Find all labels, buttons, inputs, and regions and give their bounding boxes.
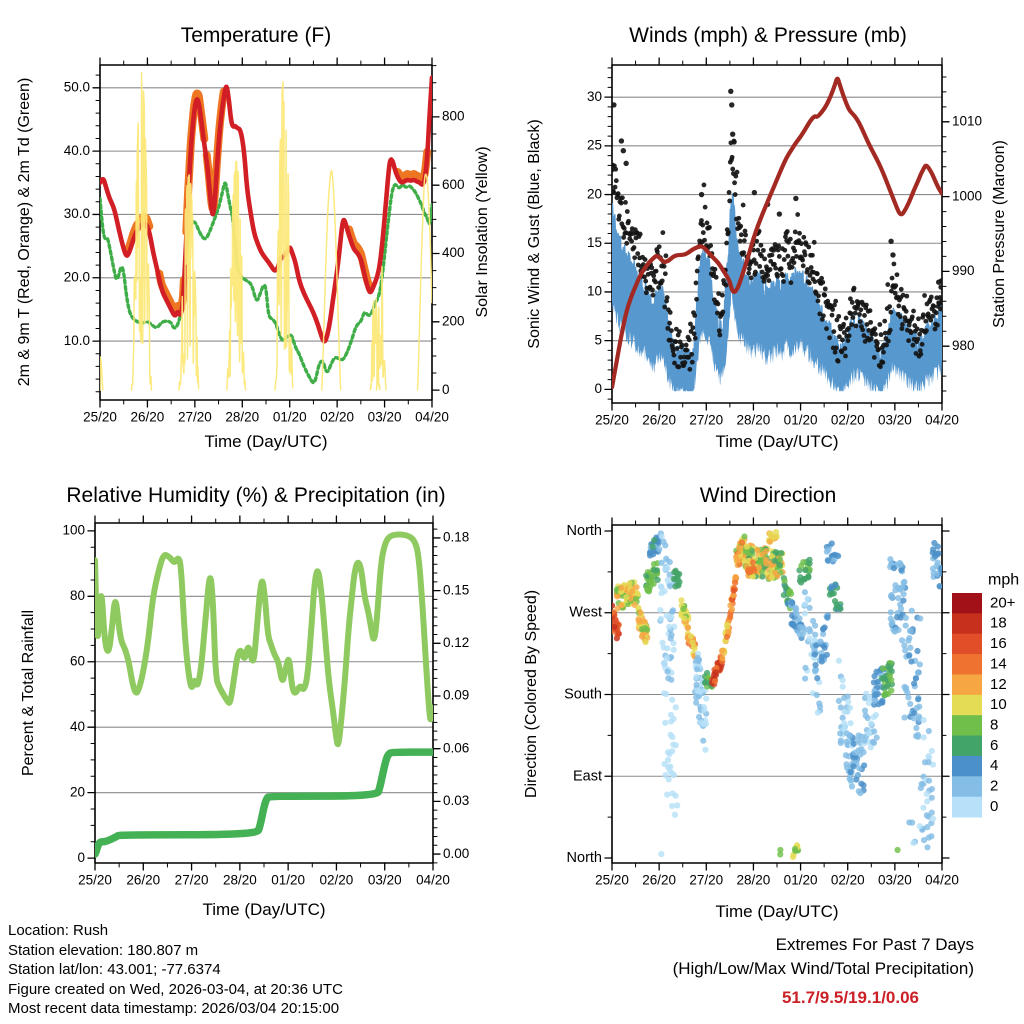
- temperature-left-axis-label: 2m & 9m T (Red, Orange) & 2m Td (Green): [16, 77, 33, 387]
- percent-rainfall-axis-label: Percent & Total Rainfall: [20, 610, 37, 777]
- humidity-x-axis-title: Time (Day/UTC): [202, 900, 326, 919]
- station-location: Location: Rush: [8, 922, 109, 939]
- wind-direction-axis-label: Direction (Colored By Speed): [523, 589, 540, 799]
- temperature-panel-title: Temperature (F): [180, 24, 332, 47]
- extremes-block: [612, 933, 974, 1010]
- winds-pressure-chart-canvas: [512, 0, 1024, 470]
- wind-direction-x-axis-title: Time (Day/UTC): [715, 902, 839, 921]
- extremes-title: Extremes For Past 7 Days: [775, 935, 974, 954]
- station-elevation: Station elevation: 180.807 m: [8, 941, 199, 959]
- station-pressure-axis-label: Station Pressure (Maroon): [991, 140, 1008, 328]
- winds-pressure-panel-title: Winds (mph) & Pressure (mb): [629, 24, 907, 47]
- extremes-values: 51.7/9.5/19.1/0.06: [781, 988, 919, 1007]
- winds-x-axis-title: Time (Day/UTC): [715, 432, 839, 451]
- station-latlon: Station lat/lon: 43.001; -77.6374: [8, 961, 221, 979]
- station-info-block: [8, 921, 343, 1019]
- temperature-chart-canvas: [0, 0, 512, 470]
- wind-direction-chart-canvas: [512, 470, 1024, 970]
- humidity-precip-chart-canvas: [0, 470, 512, 922]
- data-timestamp: Most recent data timestamp: 2026/03/04 20:15:00: [8, 1000, 340, 1018]
- figure-created: Figure created on Wed, 2026-03-04, at 20:36 UTC: [8, 980, 343, 998]
- extremes-subtitle: (High/Low/Max Wind/Total Precipitation): [672, 959, 974, 978]
- humidity-precip-panel-title: Relative Humidity (%) & Precipitation (in): [66, 484, 446, 507]
- wind-direction-panel-title: Wind Direction: [699, 484, 837, 507]
- solar-insolation-axis-label: Solar Insolation (Yellow): [474, 146, 491, 318]
- temperature-x-axis-title: Time (Day/UTC): [204, 432, 328, 451]
- sonic-wind-axis-label: Sonic Wind & Gust (Blue, Black): [526, 119, 543, 349]
